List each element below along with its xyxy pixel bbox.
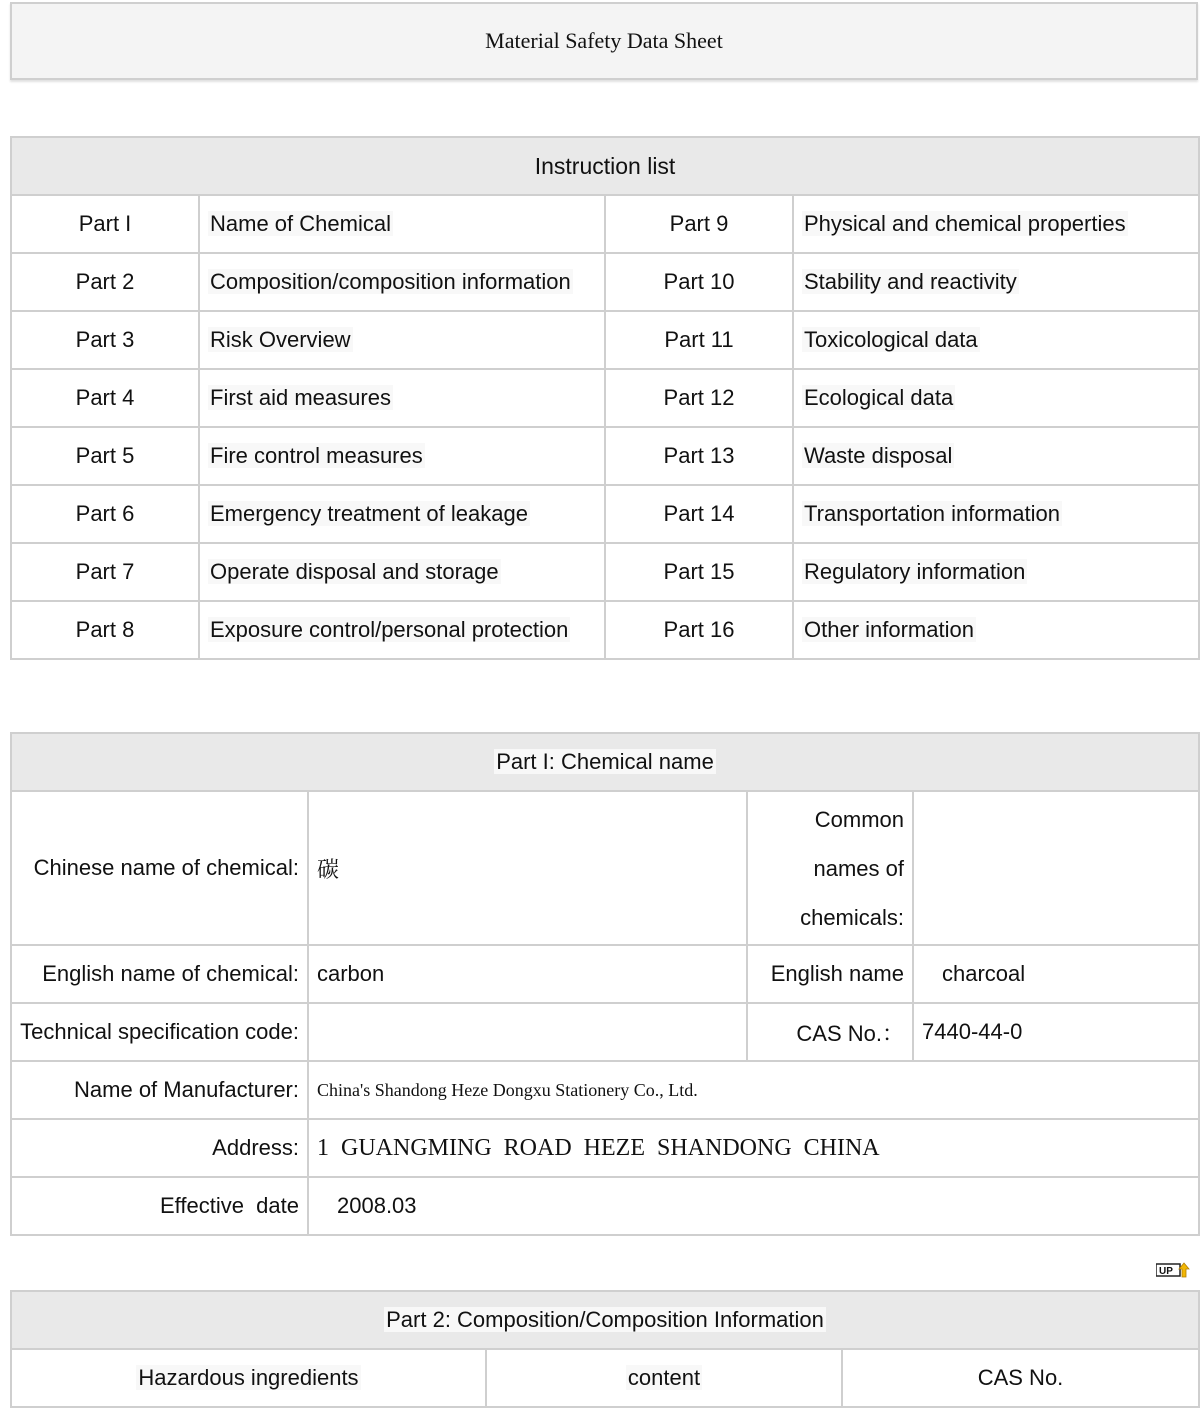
effective-date-value: 2008.03 [308, 1177, 1199, 1235]
part-name[interactable]: Operate disposal and storage [199, 543, 605, 601]
instruction-row [11, 543, 1199, 601]
instruction-row [11, 601, 1199, 659]
part-name[interactable]: Risk Overview [199, 311, 605, 369]
part-number: Part 2 [11, 253, 199, 311]
part-number: Part 7 [11, 543, 199, 601]
part-number: Part 10 [605, 253, 793, 311]
instruction-row [11, 195, 1199, 253]
col-content: content [486, 1349, 842, 1407]
english-name-row [11, 945, 1199, 1003]
tech-spec-label: Technical specification code: [11, 1003, 308, 1061]
part-number: Part 6 [11, 485, 199, 543]
svg-text:UP: UP [1159, 1266, 1173, 1277]
part-name[interactable]: Toxicological data [793, 311, 1199, 369]
instruction-row [11, 369, 1199, 427]
part-number: Part 3 [11, 311, 199, 369]
instruction-row [11, 485, 1199, 543]
part-name[interactable]: Physical and chemical properties [793, 195, 1199, 253]
part-name[interactable]: Name of Chemical [199, 195, 605, 253]
part-number: Part 15 [605, 543, 793, 601]
instruction-row [11, 253, 1199, 311]
part-name[interactable]: Emergency treatment of leakage [199, 485, 605, 543]
part-number: Part 11 [605, 311, 793, 369]
part-name[interactable]: Other information [793, 601, 1199, 659]
instruction-row [11, 311, 1199, 369]
col-cas-no: CAS No. [842, 1349, 1199, 1407]
part-name[interactable]: Stability and reactivity [793, 253, 1199, 311]
part-number: Part 4 [11, 369, 199, 427]
part1-heading: Part I: Chemical name [11, 733, 1199, 791]
part2-header-row [11, 1349, 1199, 1407]
part2-table [10, 1290, 1200, 1408]
part-number: Part I [11, 195, 199, 253]
chinese-name-value: 碳 [308, 791, 747, 945]
part-number: Part 12 [605, 369, 793, 427]
part-number: Part 8 [11, 601, 199, 659]
tech-spec-row [11, 1003, 1199, 1061]
part-number: Part 16 [605, 601, 793, 659]
address-label: Address: [11, 1119, 308, 1177]
part1-table [10, 732, 1200, 1236]
address-row [11, 1119, 1199, 1177]
part-name[interactable]: First aid measures [199, 369, 605, 427]
part2-heading: Part 2: Composition/Composition Information [11, 1291, 1199, 1349]
part-name[interactable]: Transportation information [793, 485, 1199, 543]
part-number: Part 9 [605, 195, 793, 253]
part-number: Part 5 [11, 427, 199, 485]
col-hazardous-ingredients: Hazardous ingredients [11, 1349, 486, 1407]
part-number: Part 14 [605, 485, 793, 543]
part-name[interactable]: Ecological data [793, 369, 1199, 427]
effective-date-row [11, 1177, 1199, 1235]
instruction-list-heading: Instruction list [11, 137, 1199, 195]
cas-value: 7440-44-0 [913, 1003, 1199, 1061]
english-name-value: carbon [308, 945, 747, 1003]
cas-label: CAS No.： [747, 1003, 913, 1061]
part-name[interactable]: Exposure control/personal protection [199, 601, 605, 659]
part-number: Part 13 [605, 427, 793, 485]
english-name-label: English name of chemical: [11, 945, 308, 1003]
part-name[interactable]: Composition/composition information [199, 253, 605, 311]
common-names-label: Common names of chemicals: [747, 791, 913, 945]
part-name[interactable]: Waste disposal [793, 427, 1199, 485]
chinese-name-row [11, 791, 1199, 945]
back-to-top-icon[interactable] [1156, 1262, 1190, 1278]
english-name2-label: English name [747, 945, 913, 1003]
common-names-value [913, 791, 1199, 945]
manufacturer-row [11, 1061, 1199, 1119]
instruction-list-table [10, 136, 1200, 660]
document-title-box [10, 2, 1198, 80]
document-title: Material Safety Data Sheet [485, 28, 723, 53]
instruction-row [11, 427, 1199, 485]
manufacturer-label: Name of Manufacturer: [11, 1061, 308, 1119]
part-name[interactable]: Regulatory information [793, 543, 1199, 601]
chinese-name-label: Chinese name of chemical: [11, 791, 308, 945]
effective-date-label: Effective date [11, 1177, 308, 1235]
manufacturer-value: China's Shandong Heze Dongxu Stationery Co., Ltd. [308, 1061, 1199, 1119]
english-name2-value: charcoal [913, 945, 1199, 1003]
address-value: 1 GUANGMING ROAD HEZE SHANDONG CHINA [308, 1119, 1199, 1177]
tech-spec-value [308, 1003, 747, 1061]
part-name[interactable]: Fire control measures [199, 427, 605, 485]
